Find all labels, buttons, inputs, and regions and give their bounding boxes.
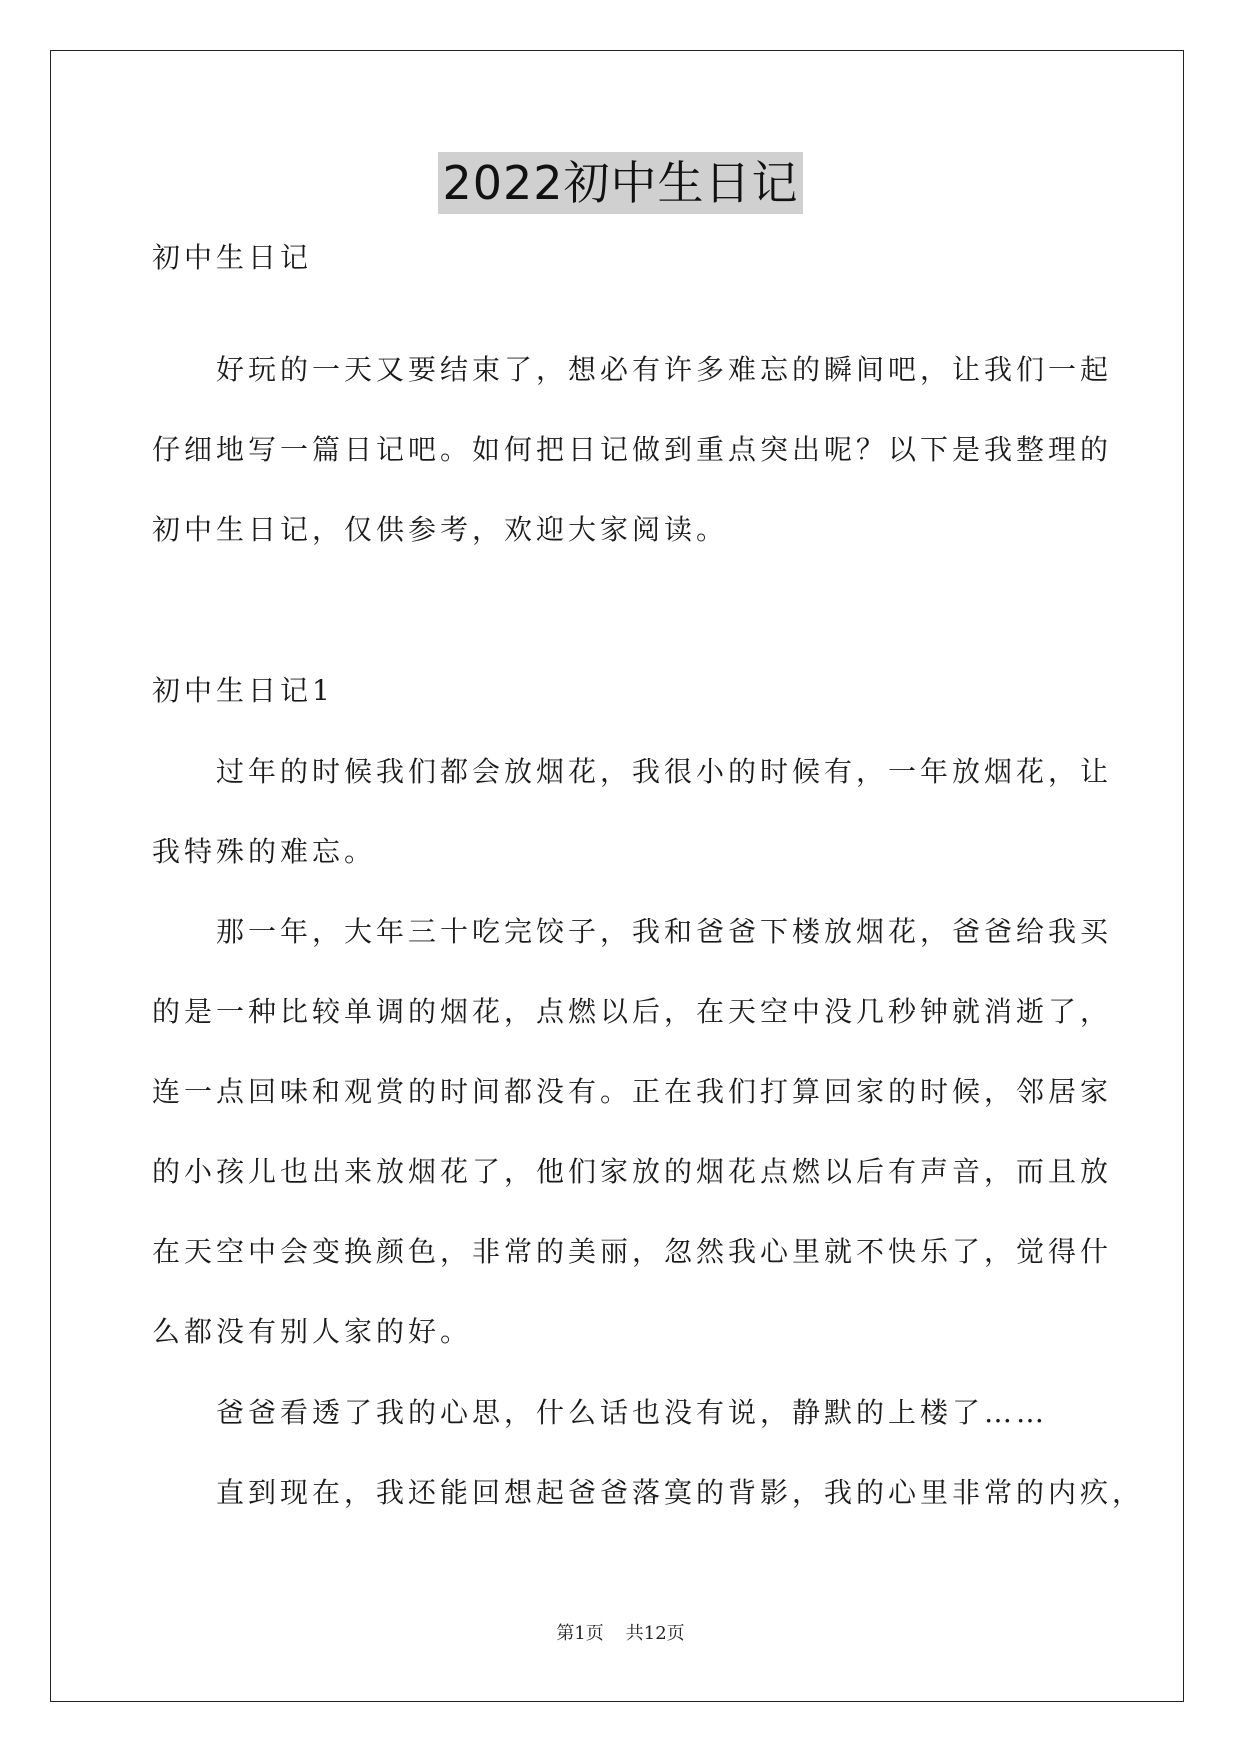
- paragraph-line: 好玩的一天又要结束了，想必有许多难忘的瞬间吧，让我们一起: [152, 353, 1113, 386]
- section-heading: 初中生日记: [152, 241, 313, 274]
- paragraph-line: 初中生日记，仅供参考，欢迎大家阅读。: [152, 513, 729, 546]
- paragraph-line: 我特殊的难忘。: [152, 835, 377, 868]
- page-footer: [0, 1619, 1241, 1645]
- title-area: [0, 152, 1241, 214]
- page-number: 第1页: [556, 1623, 604, 1644]
- page-total: 共12页: [625, 1623, 685, 1644]
- document-title: 2022初中生日记: [438, 152, 802, 214]
- page-border: [50, 50, 1184, 1702]
- section-heading: 初中生日记1: [152, 674, 334, 707]
- paragraph-line: 直到现在，我还能回想起爸爸落寞的背影，我的心里非常的内疚，: [152, 1476, 1145, 1509]
- paragraph-line: 爸爸看透了我的心思，什么话也没有说，静默的上楼了……: [152, 1396, 1049, 1429]
- paragraph-line: 过年的时候我们都会放烟花，我很小的时候有，一年放烟花，让: [152, 755, 1113, 788]
- paragraph-line: 仔细地写一篇日记吧。如何把日记做到重点突出呢？以下是我整理的: [152, 433, 1113, 466]
- paragraph-line: 连一点回味和观赏的时间都没有。正在我们打算回家的时候，邻居家: [152, 1075, 1113, 1108]
- paragraph-line: 那一年，大年三十吃完饺子，我和爸爸下楼放烟花，爸爸给我买: [152, 915, 1113, 948]
- paragraph-line: 么都没有别人家的好。: [152, 1315, 473, 1348]
- paragraph-line: 在天空中会变换颜色，非常的美丽，忽然我心里就不快乐了，觉得什: [152, 1235, 1113, 1268]
- paragraph-line: 的是一种比较单调的烟花，点燃以后，在天空中没几秒钟就消逝了，: [152, 995, 1113, 1028]
- paragraph-line: 的小孩儿也出来放烟花了，他们家放的烟花点燃以后有声音，而且放: [152, 1155, 1113, 1188]
